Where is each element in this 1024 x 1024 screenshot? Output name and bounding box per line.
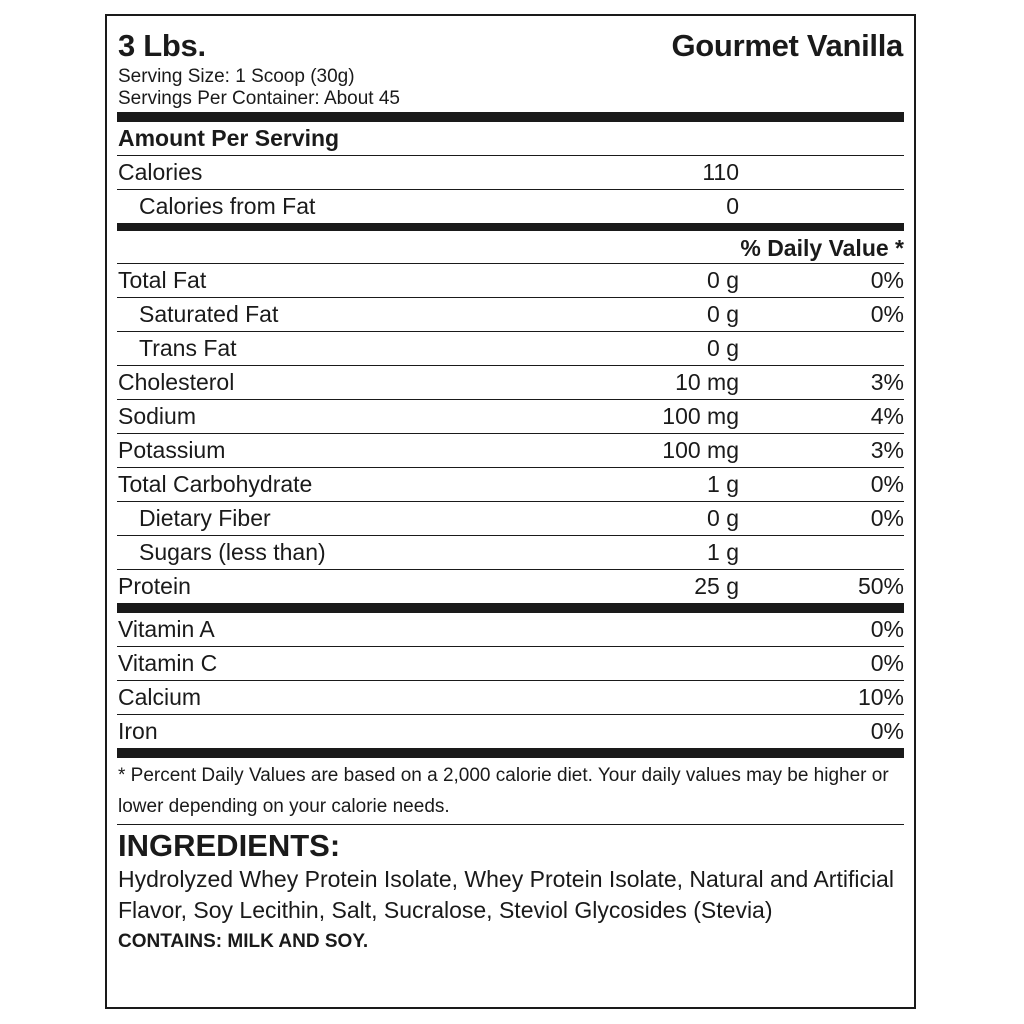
nutrient-name: Total Carbohydrate: [118, 471, 313, 497]
nutrient-list: [117, 264, 904, 603]
allergen-statement: CONTAINS: MILK AND SOY.: [118, 931, 369, 952]
vitamin-row: [117, 647, 904, 681]
label-header: [117, 16, 904, 63]
nutrient-amount: 1 g: [707, 471, 739, 497]
nutrient-daily-value: 0%: [870, 301, 904, 327]
nutrient-daily-value: 50%: [857, 573, 904, 599]
vitamin-name: Calcium: [118, 684, 202, 710]
product-flavor: Gourmet Vanilla: [671, 28, 903, 63]
nutrient-daily-value: 0%: [870, 471, 904, 497]
nutrient-amount: 0 g: [707, 301, 739, 327]
ingredients-text: Hydrolyzed Whey Protein Isolate, Whey Protein Isolate, Natural and Artificial Flavor, Soy Lecithin, Salt, Sucralose, Steviol Glycosides (Stevia): [118, 866, 894, 923]
thick-divider: [117, 603, 904, 613]
vitamin-daily-value: 0%: [870, 616, 904, 642]
vitamin-name: Vitamin C: [118, 650, 218, 676]
nutrient-row: [117, 502, 904, 536]
serving-size: Serving Size: 1 Scoop (30g): [118, 66, 355, 87]
nutrient-amount: 100 mg: [662, 437, 739, 463]
serving-info: [117, 66, 904, 110]
nutrient-name: Sugars (less than): [139, 539, 326, 565]
daily-value-footnote: * Percent Daily Values are based on a 2,000 calorie diet. Your daily values may be higher or lower depending on your calorie needs.: [117, 758, 904, 825]
nutrient-row: [117, 434, 904, 468]
calories-value: 110: [702, 159, 739, 185]
vitamin-row: [117, 681, 904, 715]
nutrient-row: [117, 400, 904, 434]
nutrient-name: Dietary Fiber: [139, 505, 271, 531]
nutrient-row: [117, 536, 904, 570]
thick-divider: [117, 748, 904, 758]
nutrient-row: [117, 468, 904, 502]
nutrient-row: [117, 570, 904, 603]
nutrient-name: Potassium: [118, 437, 226, 463]
nutrient-row: [117, 298, 904, 332]
nutrient-name: Protein: [118, 573, 191, 599]
label-content: [117, 16, 904, 1007]
nutrient-amount: 25 g: [694, 573, 739, 599]
nutrient-daily-value: 3%: [870, 369, 904, 395]
daily-value-heading: [117, 231, 904, 264]
nutrient-amount: 0 g: [707, 267, 739, 293]
vitamin-daily-value: 0%: [870, 718, 904, 744]
nutrient-amount: 10 mg: [675, 369, 739, 395]
nutrient-row: [117, 366, 904, 400]
vitamin-name: Iron: [118, 718, 158, 744]
nutrient-name: Total Fat: [118, 267, 207, 293]
nutrient-daily-value: 0%: [870, 267, 904, 293]
servings-per-container: Servings Per Container: About 45: [118, 88, 401, 109]
nutrient-row: [117, 264, 904, 298]
amount-per-serving-heading: [117, 122, 904, 156]
nutrient-daily-value: 4%: [870, 403, 904, 429]
vitamin-daily-value: 0%: [870, 650, 904, 676]
nutrient-amount: 0 g: [707, 505, 739, 531]
calories-label: Calories: [118, 159, 203, 185]
medium-divider: [117, 223, 904, 231]
calories-from-fat-row: [117, 190, 904, 223]
vitamin-name: Vitamin A: [118, 616, 215, 642]
nutrition-facts-label: [105, 14, 916, 1009]
calories-from-fat-value: 0: [726, 193, 739, 219]
nutrient-name: Trans Fat: [139, 335, 237, 361]
vitamin-row: [117, 613, 904, 647]
nutrient-name: Cholesterol: [118, 369, 235, 395]
product-size: 3 Lbs.: [118, 28, 206, 63]
ingredients-title: INGREDIENTS:: [118, 828, 341, 863]
nutrient-name: Saturated Fat: [139, 301, 279, 327]
calories-from-fat-label: Calories from Fat: [139, 193, 316, 219]
nutrient-name: Sodium: [118, 403, 196, 429]
daily-value-label: % Daily Value *: [740, 235, 904, 261]
nutrient-daily-value: 3%: [870, 437, 904, 463]
nutrient-row: [117, 332, 904, 366]
vitamin-list: [117, 613, 904, 748]
vitamin-daily-value: 10%: [857, 684, 904, 710]
vitamin-row: [117, 715, 904, 748]
calories-row: [117, 156, 904, 190]
nutrient-amount: 100 mg: [662, 403, 739, 429]
nutrient-amount: 0 g: [707, 335, 739, 361]
nutrient-daily-value: 0%: [870, 505, 904, 531]
thick-divider: [117, 112, 904, 122]
nutrient-amount: 1 g: [707, 539, 739, 565]
amount-per-serving-label: Amount Per Serving: [118, 125, 340, 151]
